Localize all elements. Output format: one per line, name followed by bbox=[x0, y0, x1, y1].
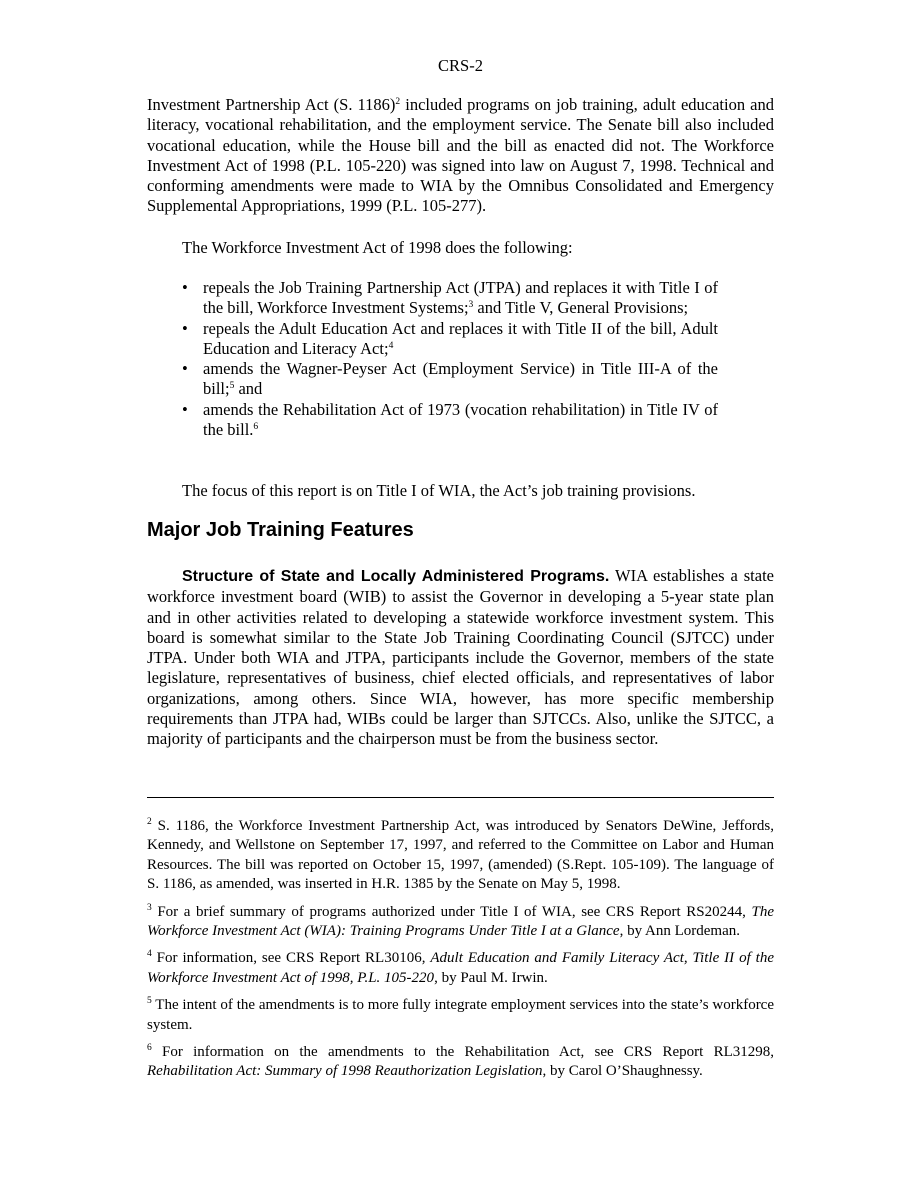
section-paragraph bbox=[147, 566, 774, 750]
list-item bbox=[182, 278, 718, 319]
footnote-text: The intent of the amendments is to more fully integrate employment services into the state’s workforce system. bbox=[147, 997, 774, 1033]
list-item-text: repeals the Job Training Partnership Act (JTPA) and replaces it with Title I of the bill, Workforce Investment Systems; bbox=[203, 278, 718, 318]
intro-text-a: Investment Partnership Act (S. 1186) bbox=[147, 95, 396, 114]
footnote-text: For a brief summary of programs authorized under Title I of WIA, see CRS Report RS20244, bbox=[151, 903, 752, 920]
footnote-number: 5 bbox=[147, 996, 152, 1007]
footnote-divider bbox=[147, 797, 774, 798]
list-item-text: amends the Rehabilitation Act of 1973 (vocation rehabilitation) in Title IV of the bill. bbox=[203, 399, 718, 440]
list-item-text: repeals the Adult Education Act and replaces it with Title II of the bill, Adult Education and Literacy Act; bbox=[203, 318, 718, 358]
footnote-number: 4 bbox=[147, 949, 152, 960]
footnote-ref-3[interactable]: 3 bbox=[468, 300, 474, 311]
footnote-text: , by Carol O’Shaughnessy. bbox=[542, 1063, 703, 1080]
bullet-icon: • bbox=[182, 359, 188, 379]
footnote-number: 2 bbox=[147, 817, 152, 827]
runin-heading: Structure of State and Locally Administered Programs. bbox=[182, 568, 610, 585]
footnote-2 bbox=[147, 817, 774, 895]
footnote-title: The Workforce Investment Act (WIA): Training Programs Under Title I at a Glance bbox=[147, 903, 774, 940]
footnote-3 bbox=[147, 903, 774, 942]
section-heading: Major Job Training Features bbox=[147, 519, 414, 541]
bullet-icon: • bbox=[182, 399, 188, 419]
footnote-ref-5[interactable]: 5 bbox=[229, 381, 235, 392]
footnote-text: For information, see CRS Report RL30106, bbox=[151, 950, 431, 967]
footnotes bbox=[147, 817, 774, 1090]
footnote-title: Rehabilitation Act: Summary of 1998 Reauthorization Legislation bbox=[147, 1063, 543, 1080]
footnote-text: For information on the amendments to the Rehabilitation Act, see CRS Report RL31298, bbox=[151, 1044, 774, 1061]
list-item-text: amends the Wagner-Peyser Act (Employment Service) in Title III-A of the bill; bbox=[203, 359, 718, 399]
list-item-text: and bbox=[234, 379, 263, 399]
footnote-4 bbox=[147, 949, 774, 988]
footnote-text: , by Paul M. Irwin. bbox=[434, 969, 548, 986]
footnote-number: 6 bbox=[147, 1043, 152, 1054]
list-item bbox=[182, 359, 718, 400]
footnote-ref-6[interactable]: 6 bbox=[253, 422, 259, 433]
bullet-icon: • bbox=[182, 318, 188, 338]
list-item-text: and Title V, General Provisions; bbox=[473, 298, 689, 318]
provisions-list bbox=[182, 278, 718, 440]
intro-text-b: included programs on job training, adult education and literacy, vocational rehabilitation, and the employment service. The Senate bill also included vocational education, while the House bill and the bill as enacted did not. The Workforce Investment Act of 1998 (P.L. 105-220) was signed into law on August 7, 1998. Technical and conforming amendments were made to WIA by the Omnibus Consolidated and Emergency Supplemental Appropriations, 1999 (P.L. 105-277). bbox=[147, 95, 774, 216]
footnote-ref-4[interactable]: 4 bbox=[388, 340, 394, 351]
section-body-text: WIA establishes a state workforce investment board (WIB) to assist the Governor in developing a 5-year state plan and in other activities related to developing a statewide workforce investment system. This board is somewhat similar to the State Job Training Coordinating Council (SJTCC) under JTPA. Under both WIA and JTPA, participants include the Governor, members of the state legislature, representatives of business, chief elected officials, and representatives of labor organizations, among others. Since WIA, however, has more specific membership requirements than JTPA had, WIBs could be larger than SJTCCs. Also, unlike the SJTCC, a majority of participants and the chairperson must be from the business sector. bbox=[147, 566, 774, 749]
list-item bbox=[182, 319, 718, 360]
focus-paragraph: The focus of this report is on Title I of WIA, the Act’s job training provisions. bbox=[182, 481, 696, 500]
footnote-5 bbox=[147, 996, 774, 1035]
list-lead-in: The Workforce Investment Act of 1998 does the following: bbox=[182, 238, 573, 257]
intro-paragraph bbox=[147, 95, 774, 217]
footnote-text: , by Ann Lordeman. bbox=[619, 923, 740, 940]
footnote-6 bbox=[147, 1043, 774, 1082]
footnote-ref-2[interactable]: 2 bbox=[395, 97, 401, 107]
footnote-text: S. 1186, the Workforce Investment Partnership Act, was introduced by Senators DeWine, Jeffords, Kennedy, and Wellstone on September 17, 1997, and referred to the Committee on Labor and Human Resources. The bill was reported on October 15, 1997, (amended) (S.Rept. 105-109). The language of S. 1186, as amended, was inserted in H.R. 1385 by the Senate on May 5, 1998. bbox=[147, 818, 774, 893]
list-item bbox=[182, 400, 718, 441]
footnote-number: 3 bbox=[147, 902, 152, 913]
bullet-icon: • bbox=[182, 278, 188, 297]
page-header: CRS-2 bbox=[438, 56, 483, 75]
footnote-title: Adult Education and Family Literacy Act, Title II of the Workforce Investment Act of 1998, P.L. 105-220 bbox=[147, 950, 774, 986]
